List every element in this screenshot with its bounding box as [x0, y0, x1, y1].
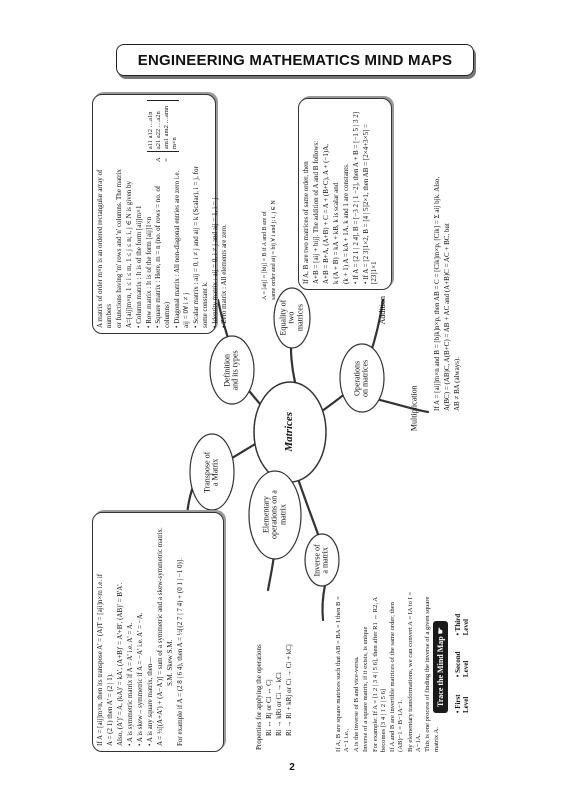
elementary-label: Elementary operations on a matrix	[261, 490, 288, 540]
transpose-line: S.M. Skew S.M.	[165, 639, 174, 686]
legend-second-level: • Second Level	[454, 651, 470, 678]
definition-node	[210, 336, 254, 404]
legend	[430, 603, 490, 713]
page-title: ENGINEERING MATHEMATICS MIND MAPS	[137, 51, 453, 69]
addition-line: If A, B are two matrices of same order, then	[302, 161, 310, 284]
legend-title	[433, 621, 448, 713]
multiplication-node	[408, 378, 422, 438]
addition-node	[376, 290, 390, 330]
inverse-line: This is one process of finding the inverse of a given square matrix A.	[424, 596, 440, 752]
addition-line: A+B = [aij + bij]. The addition of A and B follows:	[311, 140, 320, 284]
definition-line: • Row matrix : It is of the form [aij]1×n	[144, 216, 153, 328]
elementary-line: Ri ↔ Rj or Ci ↔ Cj	[264, 679, 273, 736]
equality-box	[262, 190, 290, 300]
transpose-line: Also, (A')' = A, (kA)' = kA', (A+B)' = A'+B', (AB)' = B'A'.	[115, 582, 124, 746]
transpose-line: If A = [aij]m×n, then its transpose A' = (A)T = [aji]n×m i.e. if	[96, 573, 104, 746]
addition-line: • If A = [2 3]1×2, B = [4 | 5]2×1, then AB = [2×4+3×5] = [23]1×1	[361, 123, 379, 284]
transpose-line: • A is symmetric matrix if A = A' i.e. A' = A.	[125, 622, 134, 746]
definition-matrix	[96, 100, 230, 162]
definition-line: • Zero matrix : All elements are zero.	[220, 224, 229, 328]
transpose-line: • A is skew – symmetric if A = −A' i.e. A' = −A.	[135, 612, 144, 746]
multiplication-label: Multiplication	[409, 385, 419, 431]
inverse-line: Inverse of a square matrix, if it exists, is unique	[362, 626, 370, 752]
equality-line: same order and aij = bij ∀ i and j; i, j ∈ N	[270, 200, 277, 300]
operations-node	[340, 344, 384, 412]
definition-line: • Column matrix : It is of the form [aij]m×1	[134, 205, 143, 328]
pointing-hand-icon: ☛	[436, 627, 445, 635]
inverse-line: A is the inverse of B and vice-versa.	[352, 656, 360, 752]
addition-line: • If A = [2 1 | 2 4], B = [−3 2 | 1 −2], then A + B = [−1 5 | 3 2]	[351, 111, 360, 284]
transpose-line: For example if A = (2 8 | 6 4), then A = ½[(2 7 | 7 4) + (0 1 | −1 0)].	[175, 558, 184, 746]
matrix-row: am1 am2 …amn m×n	[163, 105, 179, 150]
elementary-line: Ri → Ri + kRj or Ci → Ci + kCj	[284, 644, 293, 736]
multiplication-line: A(BC) = (AB)C, A(B+C) = AB + AC and (A+B)C = AC + BC, but	[442, 223, 451, 411]
inverse-line: If A, B are square matrices such that AB = BA = I then B = A−1 i.e.,	[335, 596, 351, 752]
multiplication-line: AB ≠ BA (always).	[452, 356, 461, 411]
definition-line: A=[aij]m×n, 1 ≤ i ≤ m, 1 ≤ j ≤ n; i, j ∈ N is given by	[124, 180, 133, 328]
center-node	[254, 382, 326, 482]
definition-box	[92, 94, 229, 334]
addition-line: k (A + B) = kA + kB, k is scalar and	[331, 182, 340, 284]
definition-line: • Scalar matrix : aij = 0, i ≠ j and aij = k (Scalar), i = j, for some constant k.	[191, 166, 209, 328]
definition-label: Definition and its types	[222, 350, 240, 390]
transpose-line: • A is any square matrix, then—	[145, 656, 154, 746]
addition-box	[298, 98, 392, 290]
legend-title-text: Trace the Mind Map	[436, 636, 445, 707]
operations-label: Operations on matrices	[352, 359, 370, 397]
matrix-row: a11 a12 …a1n	[146, 111, 154, 150]
inverse-line: If A and B are invertible matrices of the same order, then (AB)−1 = B−1A−1.	[389, 602, 405, 752]
inverse-line: For example: If A = [1 2 | 3 4 | 5 6], then after R1 ↔ R2, A becomes [3 4 | 1 2 | 5 6]	[371, 597, 387, 752]
addition-label: Addition	[377, 295, 387, 325]
transpose-node	[190, 434, 234, 510]
transpose-label: Transpose of a Matrix	[202, 451, 220, 493]
addition-line: A+B = B+A, (A+B) + C = A + (B+C), A + (−1)A,	[321, 143, 330, 284]
elementary-line: Properties for applying the operations	[255, 644, 263, 750]
multiplication-line: If A = [aij]m×n and B = [bjk]n×p, then AB = C = [Cik]m×p, [Cik] = Σ aij bjk. Also,	[433, 176, 441, 411]
definition-line: A matrix of order m×n is an ordered rectangular array of numbers	[96, 169, 113, 328]
transpose-box	[92, 512, 224, 752]
definition-line: or functions having 'm' rows and 'n' columns. The matrix	[114, 169, 123, 328]
equality-line: A = [aij] = [bij] = B if A and B are of	[262, 211, 268, 300]
inverse-label: Inverse of a matrix	[312, 543, 330, 577]
addition-line: (k + 1) A = kA + 1A, k and 1 are constants.	[341, 163, 350, 284]
inverse-line: By elementary transformations, we can convert A = IA to I = A−1A.	[406, 591, 423, 752]
matrix-row: a21 a22 …a2n	[155, 111, 163, 150]
transpose-line: A = ½[(A+A') + (A−A')] = sum of a symmetric and a skew-symmetric matrix.	[155, 527, 164, 746]
multiplication-box	[433, 95, 485, 411]
center-label: Matrices	[283, 412, 296, 452]
legend-first-level: • First Level	[454, 694, 470, 713]
elementary-node	[249, 471, 301, 559]
definition-line: • Identity matrix : aij = 0, i ≠ j and aij = 1, i = j	[210, 197, 219, 328]
connector-inverse-box	[322, 585, 325, 620]
equality-label: Equality of two matrices	[278, 300, 305, 336]
definition-line: • Square matrix : Here, m = n (no. of rows = no. of columns)	[154, 185, 172, 328]
elementary-box	[255, 590, 309, 750]
definition-line: • Diagonal matrix : All non-diagonal entries are zero i.e. aij = 0∀ i ≠ j	[173, 170, 190, 328]
legend-third-level: • Third Level	[454, 613, 470, 636]
page-number: 2	[289, 762, 295, 773]
inverse-node	[305, 534, 339, 586]
matrix-label: A =	[155, 157, 171, 162]
transpose-line: A = (2 1) then A' = (2 | 1).	[105, 673, 114, 746]
elementary-line: Ri → kRi or Ci → kCi	[274, 672, 283, 736]
